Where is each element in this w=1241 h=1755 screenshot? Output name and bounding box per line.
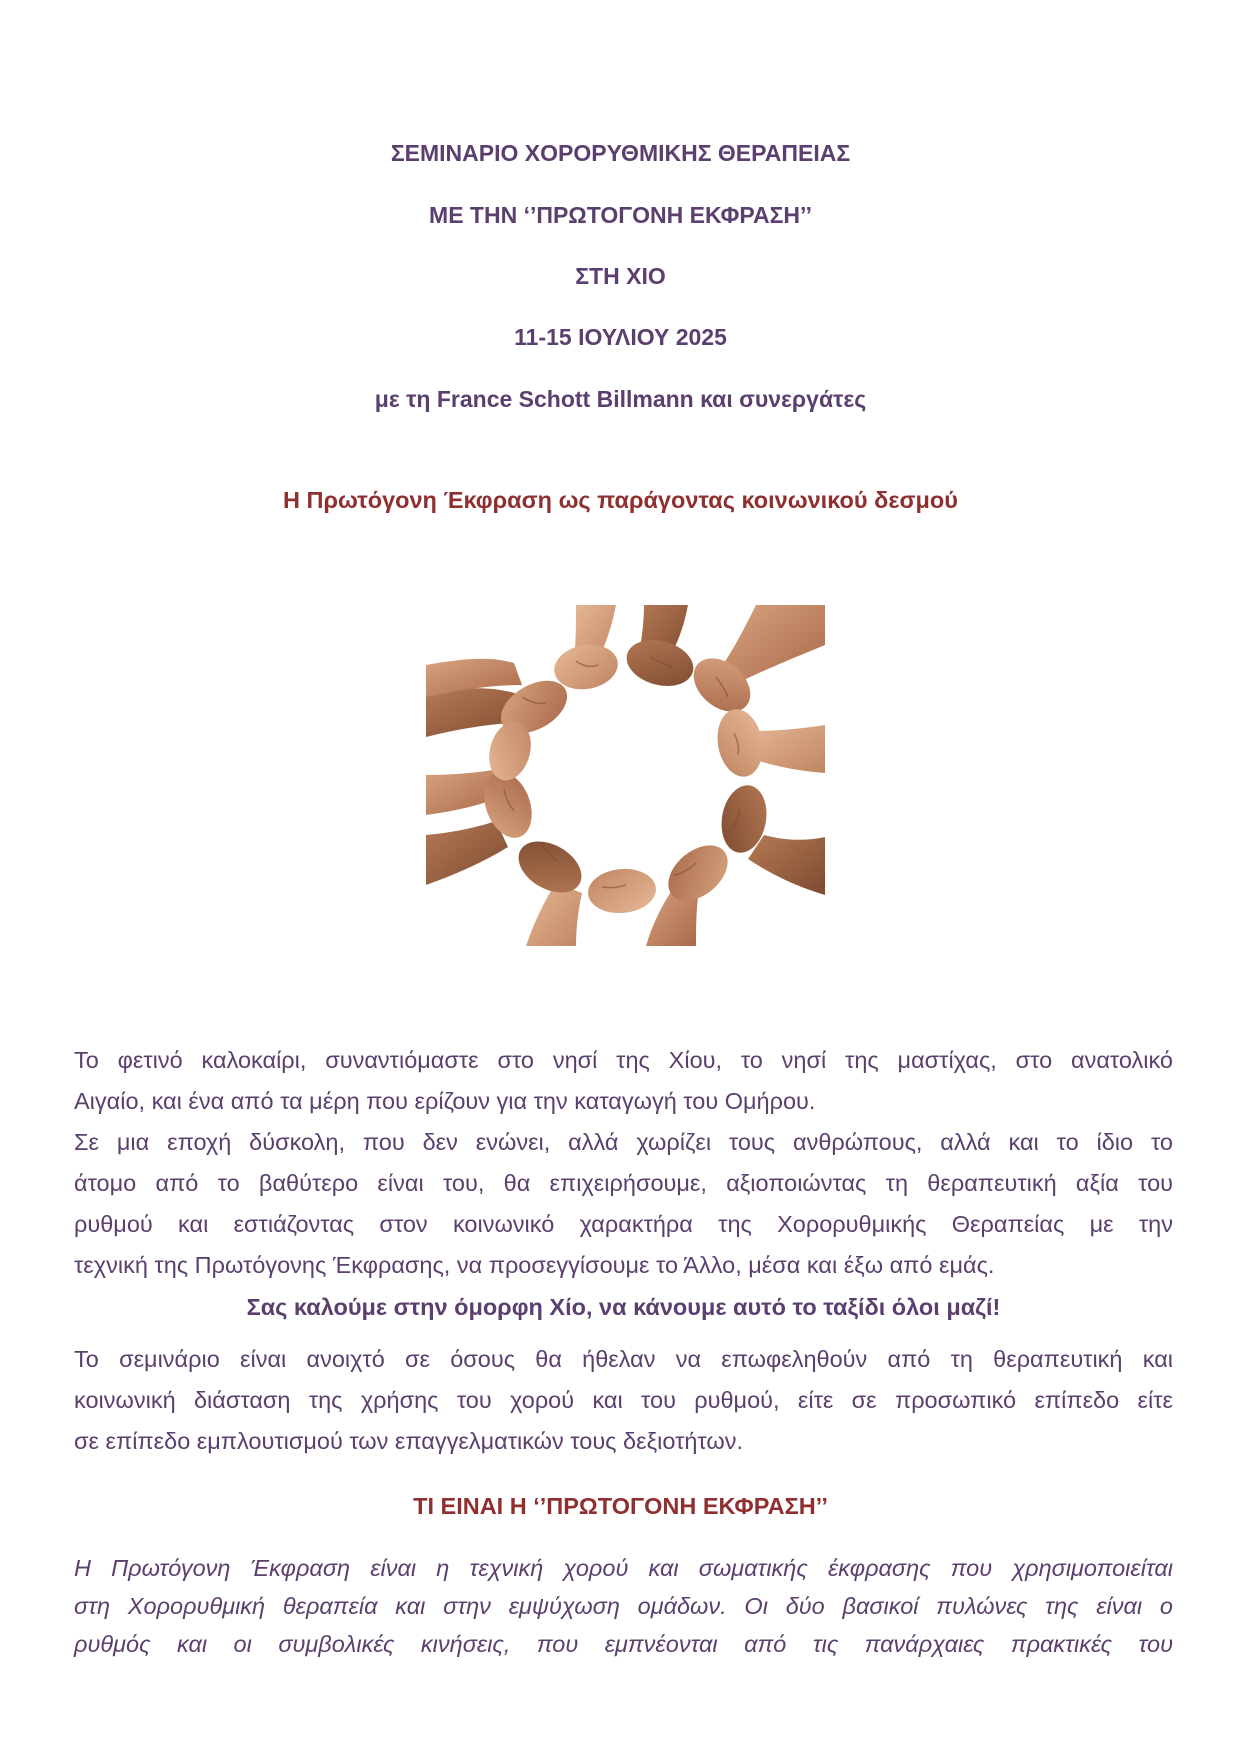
linked-hands-photo (426, 605, 825, 946)
text-line: άτομο από το βαθύτερο είναι του, θα επιχειρήσουμε, αξιοποιώντας τη θεραπευτική αξία του (74, 1170, 1173, 1196)
invitation-line: Σας καλούμε στην όμορφη Χίο, να κάνουμε αυτό το ταξίδι όλοι μαζί! (246, 1294, 1001, 1320)
text-line: Η Πρωτόγονη Έκφραση είναι η τεχνική χορού και σωματικής έκφρασης που χρησιμοποιείται (74, 1555, 1173, 1581)
text-line: Σε μια εποχή δύσκολη, που δεν ενώνει, αλλά χωρίζει τους ανθρώπους, αλλά και το ίδιο το (74, 1129, 1173, 1155)
seminar-title: ΣΕΜΙΝΑΡΙΟ ΧΟΡΟΡΥΘΜΙΚΗΣ ΘΕΡΑΠΕΙΑΣ (390, 140, 851, 166)
theme-heading: Η Πρωτόγονη Έκφραση ως παράγοντας κοινωνικού δεσμού (283, 487, 958, 513)
text-line: στη Χορορυθμική θεραπεία και στην εμψύχωση ομάδων. Οι δύο βασικοί πυλώνες της είναι ο (74, 1593, 1173, 1619)
text-line: τεχνική της Πρωτόγονης Έκφρασης, να προσεγγίσουμε το Άλλο, μέσα και έξω από εμάς. (74, 1252, 995, 1278)
seminar-location: ΣΤΗ ΧΙΟ (575, 263, 666, 289)
text-line: κοινωνική διάσταση της χρήσης του χορού και του ρυθμού, είτε σε προσωπικό επίπεδο είτε (74, 1387, 1173, 1413)
text-line: Αιγαίο, και ένα από τα μέρη που ερίζουν για την καταγωγή του Ομήρου. (74, 1088, 816, 1114)
section-heading: ΤΙ ΕΙΝΑΙ Η ‘’ΠΡΩΤΟΓΟΝΗ ΕΚΦΡΑΣΗ’’ (413, 1493, 828, 1519)
seminar-subtitle: ΜΕ ΤΗΝ ‘’ΠΡΩΤΟΓΟΝΗ ΕΚΦΡΑΣΗ’’ (429, 202, 812, 228)
seminar-dates: 11-15 ΙΟΥΛΙΟΥ 2025 (514, 324, 727, 350)
seminar-facilitators: με τη France Schott Billmann και συνεργάτες (374, 386, 867, 412)
audience-paragraph (74, 1339, 1173, 1462)
intro-paragraph (74, 1040, 1173, 1286)
text-line: Το φετινό καλοκαίρι, συναντιόμαστε στο νησί της Χίου, το νησί της μαστίχας, στο ανατολικό (74, 1047, 1173, 1073)
definition-paragraph (74, 1549, 1173, 1663)
text-line: Το σεμινάριο είναι ανοιχτό σε όσους θα ήθελαν να επωφεληθούν από τη θεραπευτική και (74, 1346, 1173, 1372)
text-line: σε επίπεδο εμπλουτισμού των επαγγελματικών τους δεξιοτήτων. (74, 1428, 743, 1454)
text-line: ρυθμός και οι συμβολικές κινήσεις, που εμπνέονται από τις πανάρχαιες πρακτικές του (74, 1631, 1173, 1657)
text-line: ρυθμού και εστιάζοντας στον κοινωνικό χαρακτήρα της Χορορυθμικής Θεραπείας με την (74, 1211, 1173, 1237)
